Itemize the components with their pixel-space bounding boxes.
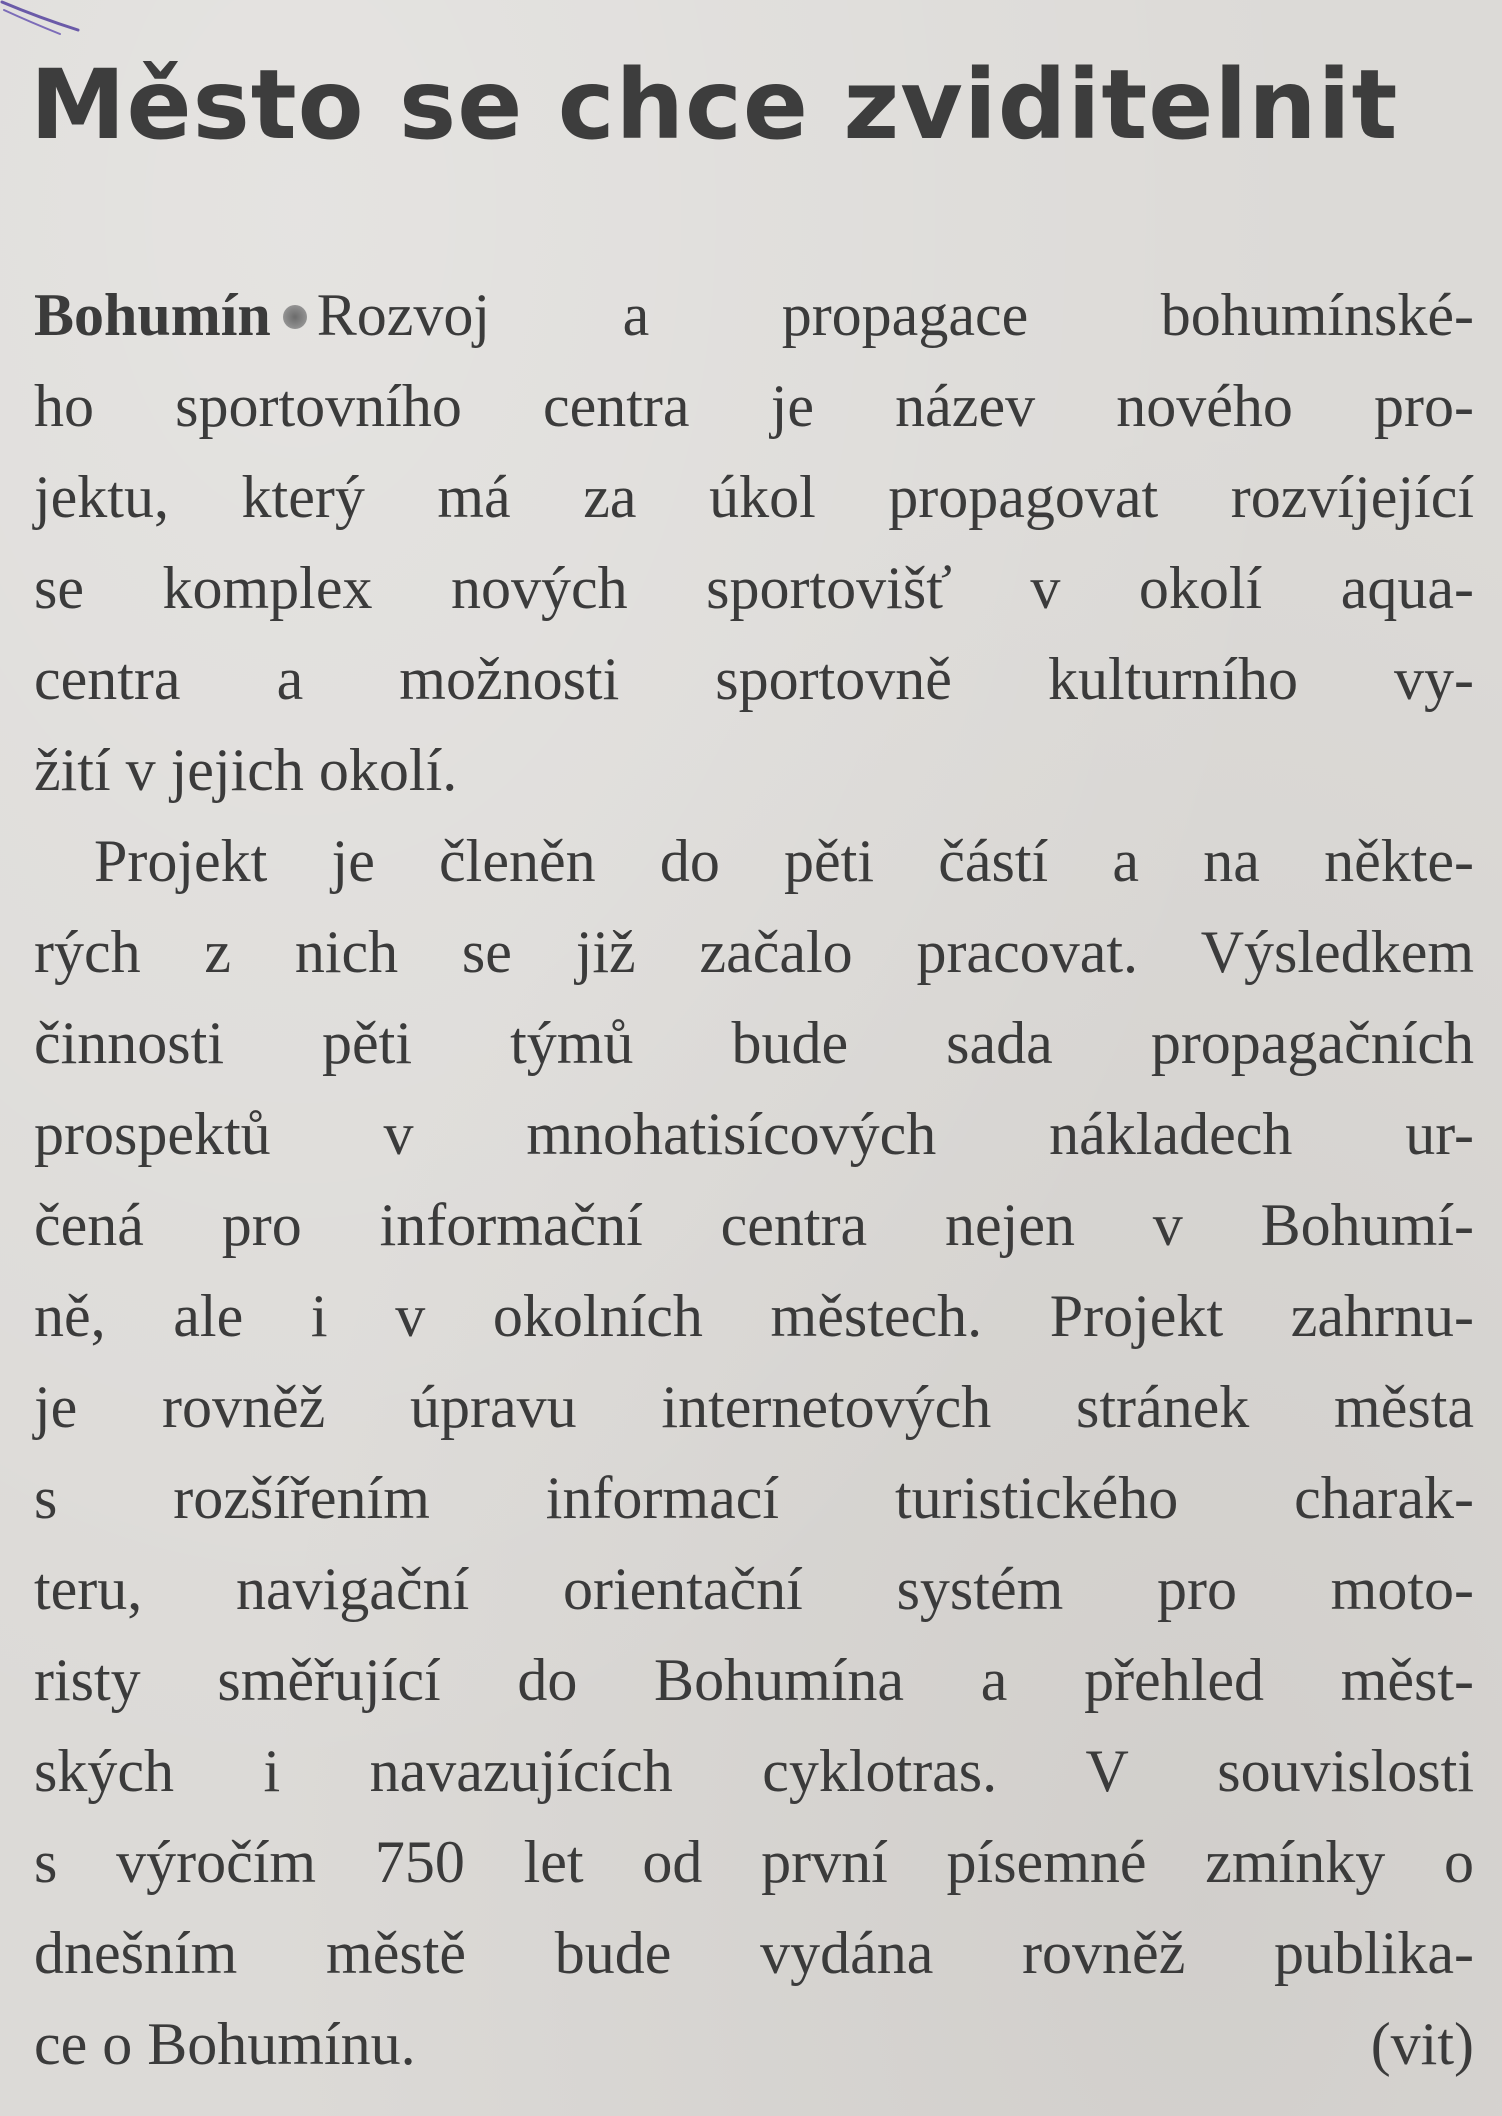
paragraph-1-line: se komplex nových sportovišť v okolí aqua- [34,555,1474,621]
paragraph-2-line: Projekt je členěn do pěti částí a na někte- [94,828,1474,894]
paragraph-2-last-line [34,1999,1474,2090]
author-signature: (vit) [1370,2011,1474,2077]
paragraph-2-line: ně, ale i v okolních městech. Projekt zahrnu- [34,1283,1474,1349]
paragraph-2-closing-text: ce o Bohumínu. [34,2011,416,2077]
paragraph-2-line: s rozšířením informací turistického charak- [34,1465,1474,1531]
paragraph-2-line: s výročím 750 let od první písemné zmínky o [34,1829,1474,1895]
paragraph-1 [34,270,1474,816]
paragraph-2 [34,816,1474,2090]
paragraph-1-line: centra a možnosti sportovně kulturního vy- [34,646,1474,712]
paragraph-2-line: čená pro informační centra nejen v Bohumí- [34,1192,1474,1258]
dateline: Bohumín [34,282,271,348]
headline: Město se chce zviditelnit [30,49,1399,161]
paragraph-2-line: teru, navigační orientační systém pro moto- [34,1556,1474,1622]
paragraph-2-line: dnešním městě bude vydána rovněž publika- [34,1920,1474,1986]
bullet-icon [283,305,307,329]
paragraph-1-first-line-text: Rozvoj a propagace bohumínské- [316,282,1474,348]
paragraph-2-line: činnosti pěti týmů bude sada propagačních [34,1010,1474,1076]
paragraph-2-line: prospektů v mnohatisícových nákladech ur- [34,1101,1474,1167]
paragraph-2-line: je rovněž úpravu internetových stránek města [34,1374,1474,1440]
article-body [34,270,1474,2090]
paragraph-2-line: ských i navazujících cyklotras. V souvislosti [34,1738,1474,1804]
paragraph-1-line-1 [34,270,1474,361]
paragraph-1-line: ho sportovního centra je název nového pro- [34,373,1474,439]
paragraph-1-line: jektu, který má za úkol propagovat rozvíjející [34,464,1474,530]
paragraph-2-line: rých z nich se již začalo pracovat. Výsledkem [34,919,1474,985]
paragraph-1-line: žití v jejich okolí. [34,737,458,803]
paragraph-2-line: risty směřující do Bohumína a přehled měst- [34,1647,1474,1713]
